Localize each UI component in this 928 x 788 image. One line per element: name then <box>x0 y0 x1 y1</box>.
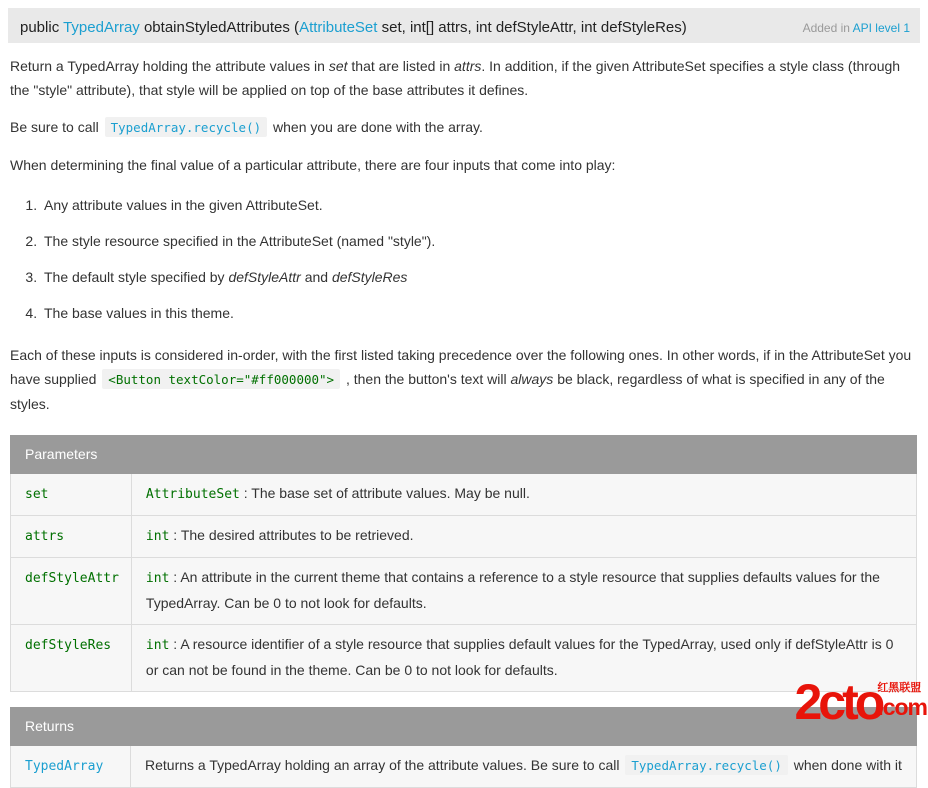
param-type: int <box>145 529 170 544</box>
param-desc: The base set of attribute values. May be null. <box>251 485 530 501</box>
api-level-link[interactable]: API level 1 <box>852 21 910 35</box>
api-doc-page <box>0 8 928 788</box>
param-row-attrs: attrs int : The desired attributes to be retrieved. <box>11 516 917 558</box>
four-inputs-paragraph: When determining the final value of a particular attribute, there are four inputs that come into play: <box>10 157 616 173</box>
typedarray-return-type-link[interactable]: TypedArray <box>63 19 140 36</box>
returns-table-title: Returns <box>11 708 917 746</box>
list-item-style-resource: 2. The style resource specified in the AttributeSet (named "style"). <box>41 229 918 253</box>
defstyleattr-emphasis: defStyleAttr <box>228 269 301 285</box>
typedarray-recycle-link[interactable]: TypedArray.recycle() <box>625 755 788 775</box>
returns-desc: Returns a TypedArray holding an array of the attribute values. Be sure to call <box>145 757 624 773</box>
2cto-logo-text: 2cto <box>794 674 882 730</box>
button-xml-code: <Button textColor="#ff000000"> <box>102 369 340 389</box>
parameters-table <box>10 435 917 692</box>
doc-body <box>10 54 918 788</box>
method-signature-bar <box>8 8 920 43</box>
param-desc: An attribute in the current theme that contains a reference to a style resource that supplies defaults values for the TypedArray. Can be 0 to not look for defaults. <box>145 569 880 611</box>
typedarray-returns-link[interactable]: TypedArray <box>25 759 104 774</box>
param-name-defstyleres: defStyleRes <box>25 638 112 653</box>
recycle-note-paragraph: Be sure to call TypedArray.recycle() when you are done with the array. <box>10 119 483 135</box>
method-signature <box>20 19 687 36</box>
list-item-base-values: 4. The base values in this theme. <box>41 301 918 325</box>
param-type: int <box>145 571 170 586</box>
param-row-defstyleattr: defStyleAttr int : An attribute in the current theme that contains a reference to a style resource that supplies defaults values for the TypedArray. Can be 0 to not look for defaults. <box>11 558 917 625</box>
returns-table <box>10 707 917 788</box>
parameters-header-row <box>11 436 917 474</box>
param-desc: The desired attributes to be retrieved. <box>180 527 414 543</box>
param-type: int <box>145 638 170 653</box>
attributeset-param-link[interactable]: AttributeSet <box>299 19 378 36</box>
inputs-list <box>10 193 918 325</box>
parameters-table-title: Parameters <box>11 436 917 474</box>
2cto-watermark <box>794 674 928 730</box>
precedence-paragraph: Each of these inputs is considered in-order, with the first listed taking precedence over the following ones. In other words, if in the AttributeSet you have supplied <Button textColor="#ff000000"> , then the button's text will always be black, regardless of what is specified in any of the styles. <box>10 347 912 412</box>
added-in-api-level <box>803 15 910 35</box>
attrs-emphasis: attrs <box>454 58 482 74</box>
param-name-attrs: attrs <box>25 529 65 544</box>
intro-text: Return a TypedArray holding the attribute values in <box>10 58 329 74</box>
signature-modifier: public <box>20 19 64 36</box>
param-desc: A resource identifier of a style resource that supplies default values for the TypedArray, used only if defStyleAttr is 0 or can not be found in the theme. Can be 0 to not look for defaults. <box>145 636 894 678</box>
defstyleres-emphasis: defStyleRes <box>331 269 408 285</box>
added-in-label: Added in <box>802 21 853 35</box>
signature-method-name: obtainStyledAttributes ( <box>139 19 300 36</box>
watermark-chinese-label: 红黑联盟 <box>877 682 922 694</box>
always-emphasis: always <box>510 371 554 387</box>
set-emphasis: set <box>328 58 348 74</box>
returns-row: TypedArray Returns a TypedArray holding an array of the attribute values. Be sure to call TypedArray.recycle() when done with it <box>11 746 917 788</box>
signature-params: set, int[] attrs, int defStyleAttr, int defStyleRes) <box>377 19 687 36</box>
param-name-defstyleattr: defStyleAttr <box>25 571 119 586</box>
intro-paragraph: Return a TypedArray holding the attribute values in set that are listed in attrs. In addition, if the given AttributeSet specifies a style class (through the "style" attribute), that style will be applied on top of the base attributes it defines. <box>10 58 901 98</box>
returns-header-row <box>11 708 917 746</box>
list-item-default-style: 3. The default style specified by defStyleAttr and defStyleRes <box>41 265 918 289</box>
param-type: AttributeSet <box>145 487 240 502</box>
param-row-set: set AttributeSet : The base set of attribute values. May be null. <box>11 474 917 516</box>
param-row-defstyleres: defStyleRes int : A resource identifier of a style resource that supplies default values for the TypedArray, used only if defStyleAttr is 0 or can not be found in the theme. Can be 0 to not look for defaults. <box>11 625 917 692</box>
watermark-domain: .com <box>877 694 927 720</box>
param-name-set: set <box>25 487 49 502</box>
typedarray-recycle-link[interactable]: TypedArray.recycle() <box>105 117 268 137</box>
list-item-attribute-values: 1. Any attribute values in the given AttributeSet. <box>41 193 918 217</box>
